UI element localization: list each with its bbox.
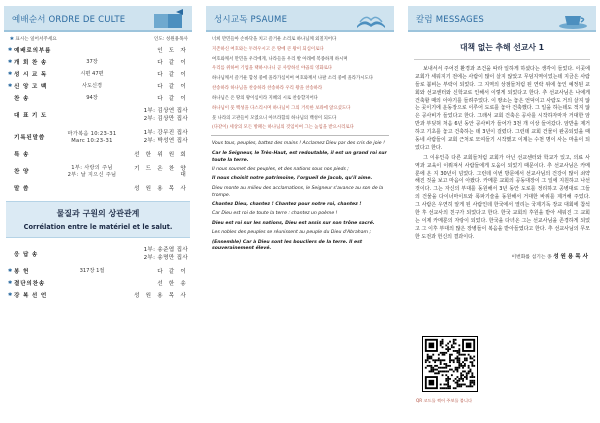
order-item-leader: 다 같 이	[157, 268, 188, 275]
order-item-leader: 선 한 송	[157, 280, 188, 287]
message-paragraph: 보내서서 주어진 환경과 조건을 따라 일하게 하셨다는 생각이 들었다. 이곳에 교회가 세워지기 전에는 사람이 많이 살지 않았고 무덤지역이었는데 지금은 사람들로 붐비는 부락이 되었다. 그 지역의 상점들처럼 된 연락 위에 놓인 예정된 교회와 선교센터와 신학교로 인해서 이렇게 되었다고 한다. 추 선교사님은 나에게 건축할 때의 이야기를 들려주었다. 이 땅소는 놓은 언덕이고 사람도 거의 살지 않는 곳이기에 운동장으로 이루어 도로를 놓아 건축했다. 그 일을 하는데도 적지 않은 공사비가 들었다고 한다. 그래서 교회 건축은 공사를 시작하자마자 거대한 암반과 부딪혀 처음 6년 동안 공사비가 들어가 3천 개 이상 들어갔다. 암반을 제거하고 기초를 놓고 건축하는 데 3년이 걸렸다. 그런데 교회 건물이 완공되었을 때 동네 사람들이 교회 근처로 모여들기 시작했고 이제는 수천 명이 사는 마을이 되었다고 한다.	[415, 66, 590, 151]
psalm-verse-ko: 뭇 나라의 고관들이 모였으니 아브라함의 하나님의 백성이 되도다	[212, 115, 337, 121]
order-item-name: 예배로의부름	[14, 47, 52, 54]
order-item-name: 결단의찬송	[14, 280, 46, 287]
divider	[211, 135, 389, 136]
qr-code[interactable]	[422, 336, 478, 392]
star-icon: ✱	[8, 280, 13, 287]
message-panel	[408, 6, 596, 418]
order-item	[4, 290, 192, 302]
order-item-leader: 1부: 김상연 집사 2부: 김상만 집사	[143, 108, 188, 122]
star-icon: ✱	[8, 59, 13, 66]
order-item	[4, 149, 192, 161]
order-item-leader: 1부: 강무진 집사 2부: 박성연 집사	[143, 130, 188, 144]
order-item-leader: 다 같 이	[157, 83, 188, 90]
order-note	[4, 32, 192, 45]
psalm-verse-fr: Dieu monte au milieu des acclamations, le Seigneur s'avance au son de la trompe.	[212, 185, 384, 198]
order-item	[4, 57, 192, 69]
order-item-detail: 94장	[86, 95, 98, 102]
worship-order-header	[4, 6, 192, 32]
psalm-verse-fr: Chantez Dieu, chantez ! Chantez pour notre roi, chantez !	[212, 202, 362, 208]
order-item-name: 성 시 교 독	[14, 71, 48, 78]
order-item	[4, 81, 192, 93]
standing-note: ✱ 표시는 일어서주세요	[10, 37, 57, 42]
order-item-leader: 성 원 용 목 사	[134, 185, 188, 192]
signature-name: 성 원 용 목 사	[553, 253, 588, 260]
divider	[414, 59, 590, 60]
order-item-leader: 다 같 이	[157, 95, 188, 102]
psalm-verse-fr: Il nous choisit notre patrimoine, l'orgueil de Jacob, qu'il aime.	[212, 176, 373, 182]
psalm-panel	[206, 6, 394, 418]
star-icon: ✱	[8, 292, 13, 299]
panel-title: 칼럼 MESSAGES	[416, 15, 484, 25]
star-icon: ✱	[8, 71, 13, 78]
psalm-verse-fr: Les nobles des peuples se réunissent au peuple du Dieu d'Abraham ;	[212, 230, 372, 236]
message-title: 대책 없는 추해 선교사 1	[459, 43, 545, 52]
psalm-verse-ko: 하나님께서 즐거운 함성 중에 올라가심이여 여호와께서 나팔 소리 중에 올라가시도다	[212, 76, 374, 82]
message-header	[408, 6, 596, 32]
order-item-name: 특 송	[14, 151, 30, 158]
psalm-verse-fr: Car le Seigneur, le Très-Haut, est redoutable, il est un grand roi sur toute la terre.	[212, 150, 387, 163]
order-item-name: 응 답 송	[14, 251, 39, 258]
order-item	[4, 278, 192, 290]
theme-french: Corrélation entre le matériel et le salut.	[23, 223, 173, 231]
message-body	[408, 66, 596, 242]
order-item-detail: 317장 1절	[79, 268, 105, 275]
psalm-verse-ko: 지존하신 여호와는 두려우시고 온 땅에 큰 왕이 되심이로다	[212, 46, 324, 52]
order-item-name: 말 씀	[14, 185, 30, 192]
star-icon: ✱	[8, 83, 13, 90]
order-item	[4, 127, 192, 149]
order-item-leader: 다 같 이	[157, 71, 188, 78]
order-item-name: 개 회 찬 송	[14, 59, 48, 66]
message-paragraph: 그 이유인즉 다른 교회들처럼 교회가 아닌 선교센터와 학교가 있고, 의료 사역과 교육이 이뤄져서 사람들에게 도움이 되었기 때문이다. 추 선교사님은 카메룬에 온 지 30년이 넘었다. 그런데 이번 방문에서 선교사님의 건강이 많이 쇠약해진 것을 보고 마음이 아팠다. 카메룬 교회의 공동대장이 그 일에 지원하고 나선 것이다. 그는 자신의 부대를 동원해서 3년 동안 도로를 정리하고 공병대로 그들의 건물을 다이너마이트와 폭파기술을 동원해서 거대한 바위를 제거해 주었다. 그 사람은 우연히 알게 된 사람인데 한국에서 열리는 국제기독 장교 대회에 참석한 후 선교사의 친구가 되었다고 한다. 한국 교회의 후원을 받아 세워진 그 교회는 이제 카메룬의 자랑이 되었다. 한국을 다녀온 그는 선교사님을 존경하게 되었고 그 이후 부대의 많은 장병들이 복음을 받아들였다고 한다. 추 선교사님의 무모한 도전과 헌신의 결과이다.	[415, 154, 590, 240]
order-list	[4, 45, 192, 195]
psalm-verse-fr: Il nous soumet des peuples, et des nations sous nos pieds ;	[212, 166, 349, 172]
order-item	[4, 183, 192, 195]
psalm-verse-fr: (Ensemble) Car à Dieu sont les boucliers de la terre. Il est souverainement élevé.	[212, 239, 363, 252]
psalm-verse-fr: Dieu est roi sur les nations, Dieu est assis sur son trône sacré.	[212, 220, 375, 226]
order-item-name: 찬 양	[14, 168, 30, 175]
leader-note: 인도: 성원용목사	[153, 37, 188, 42]
psalm-verse-ko: 찬송하라 하나님을 찬송하라 찬송하라 우리 왕을 찬송하라	[212, 86, 323, 92]
order-item	[4, 45, 192, 57]
psalm-verse-ko: (다같이) 세상의 모든 방패는 하나님의 것임이여 그는 높임을 받으시리로다	[212, 125, 354, 131]
psalm-verse-fr: Vous tous, peuples, battez des mains ! Acclamez Dieu par des cris de joie !	[212, 141, 385, 147]
order-item	[4, 93, 192, 105]
order-item	[4, 244, 192, 266]
panel-title: 성시교독 PSAUME	[214, 15, 288, 25]
order-list-after	[4, 244, 192, 302]
star-icon: ✱	[8, 47, 13, 54]
star-icon: ✱	[10, 37, 16, 42]
order-item-leader: 인 도 자	[157, 47, 188, 54]
order-item-detail: 1부: 사랑의 주님 2부: 날 지으신 주님	[67, 164, 117, 178]
order-item-leader: 기 드 온 찬 양 대	[134, 165, 188, 178]
order-item-detail: 시편 47편	[80, 71, 104, 78]
order-item-leader: 성 원 용 목 사	[134, 292, 188, 299]
order-item	[4, 266, 192, 278]
psalm-verse-ko: 하나님은 온 땅의 왕이심이라 지혜의 시로 찬송할지어다	[212, 95, 318, 101]
open-book-icon	[354, 8, 388, 30]
order-item-name: 봉 헌	[14, 268, 30, 275]
worship-order-panel	[4, 6, 192, 418]
psalm-header	[206, 6, 394, 32]
order-item-name: 기록된말씀	[14, 134, 46, 141]
book-icon	[152, 8, 186, 30]
signature: 이번화를 섬기는 종 성 원 용 목 사	[511, 253, 588, 260]
coffee-cup-icon	[556, 8, 590, 30]
psalm-french	[206, 139, 394, 253]
order-item-name: 신 앙 고 백	[14, 83, 48, 90]
star-icon: ✱	[8, 268, 13, 275]
psalm-verse-ko: 너희 만민들아 손바닥을 치고 즐거운 소리로 하나님께 외칠지어다	[212, 37, 337, 42]
psalm-verse-fr: Car Dieu est roi de toute la terre : chantez un poème !	[212, 211, 338, 217]
order-item-name: 강 복 선 언	[14, 292, 48, 299]
psalm-verse-ko: 하나님이 뭇 백성을 다스리시며 하나님이 그의 거룩한 보좌에 앉으셨도다	[212, 105, 351, 111]
order-item	[4, 105, 192, 127]
order-item-name: 찬 송	[14, 95, 30, 102]
theme-korean: 물질과 구원의 상관관계	[56, 209, 140, 218]
psalm-korean	[206, 32, 394, 132]
sermon-theme	[6, 201, 190, 238]
panel-title: 예배순서 ORDRE DE CULTE	[12, 15, 126, 25]
order-item-leader: 다 같 이	[157, 59, 188, 66]
psalm-verse-ko: 여호와께서 만민을 우리에게, 나라들을 우리 발 아래에 복종하게 하시며	[212, 56, 348, 62]
qr-caption: QR 코드를 찍어 주보를 봅니다	[416, 398, 473, 403]
order-item-detail: 마가복음 10:23-31 Marc 10:23-31	[67, 130, 117, 144]
psalm-verse-ko: 우리를 위하여 기업을 택하시나니 곧 사랑하신 야곱의 영화로다	[212, 66, 333, 72]
order-item-detail: 37장	[86, 59, 98, 66]
order-item-detail: 사도신경	[81, 83, 103, 90]
order-item-name: 대 표 기 도	[14, 112, 48, 119]
order-item	[4, 69, 192, 81]
order-item	[4, 161, 192, 183]
order-item-leader: 선 한 위 원 회	[134, 151, 188, 158]
order-item-leader: 1부: 송준엽 집사 2부: 송명만 집사	[143, 247, 188, 261]
